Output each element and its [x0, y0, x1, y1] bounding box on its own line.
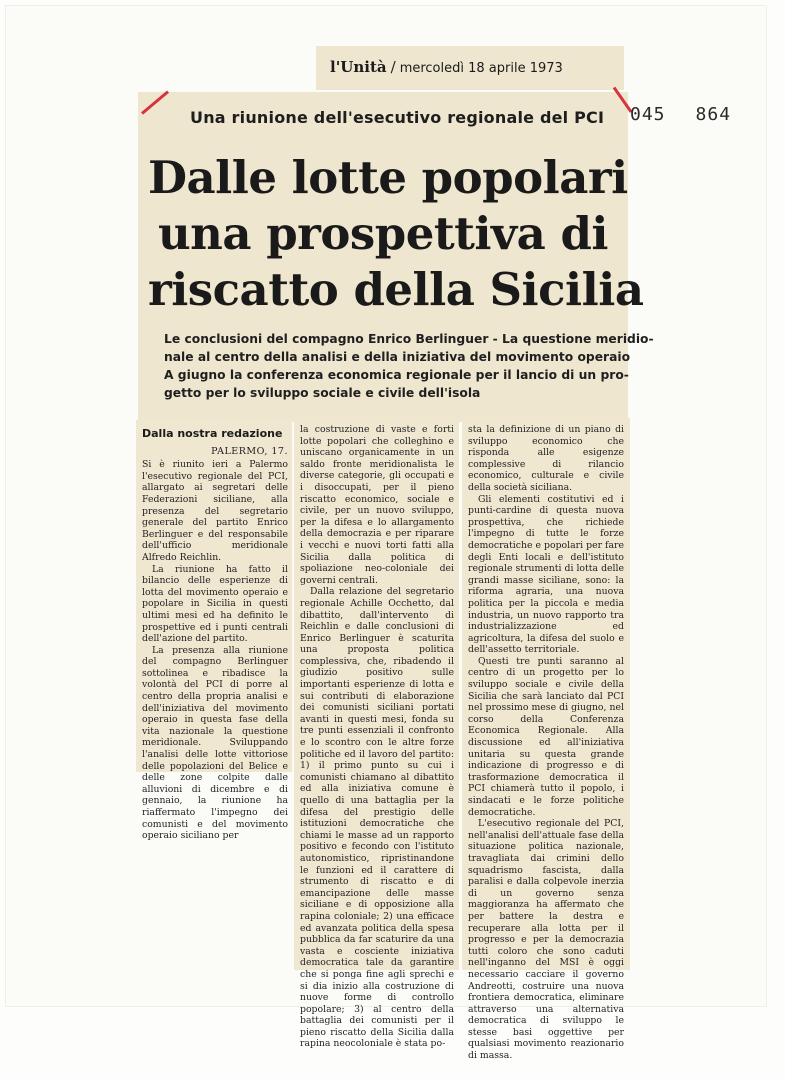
masthead-separator: / — [390, 58, 396, 76]
headline-line: Dalle lotte popolari — [148, 151, 628, 204]
body-paragraph: La riunione ha fatto il bilancio delle esperienze di lotta del movimento operaio e popolare in Sicilia in questi ultimi mesi ed ha definito le prospettive ed i punti centrali dell'azione del partito. — [142, 563, 288, 645]
subhead-line: Le conclusioni del compagno Enrico Berlinguer - La questione meridio- — [164, 332, 654, 346]
body-paragraph: Si è riunito ieri a Palermo l'esecutivo regionale del PCI, allargato ai segretari delle Federazioni siciliane, alla presenza del segretario generale del partito Enrico Berlinguer e del responsabile dell'ufficio meridionale Alfredo Reichlin. — [142, 459, 288, 563]
article-column-2 — [300, 424, 454, 1050]
subhead-line: nale al centro della analisi e della iniziativa del movimento operaio — [164, 350, 631, 364]
subheadline — [164, 330, 654, 402]
archive-number-right: 864 — [695, 104, 732, 125]
masthead — [330, 58, 620, 76]
article-kicker: Una riunione dell'esecutivo regionale del PCI — [190, 108, 605, 127]
archive-number-left: 045 — [630, 104, 666, 125]
article-column-1 — [142, 428, 288, 842]
body-paragraph: Questi tre punti saranno al centro di un progetto per lo sviluppo sociale e civile della Sicilia che sarà lanciato dal PCI nel prossimo mese di giugno, nel corso della Conferenza Economica Regionale. Alla discussione ed all'iniziativa unitaria su questa grande indicazione di progresso e di trasformazione democratica il PCI chiamerà tutto il popolo, i sindacati e le forze politiche democratiche. — [468, 655, 624, 818]
subhead-line: getto per lo sviluppo sociale e civile dell'isola — [164, 386, 481, 400]
byline: Dalla nostra redazione — [142, 427, 283, 440]
headline-line: una prospettiva di — [157, 207, 609, 260]
article-column-3 — [468, 424, 624, 1062]
subhead-line: A giugno la conferenza economica regionale per il lancio di un pro- — [164, 368, 629, 382]
headline — [148, 150, 644, 318]
dateline: PALERMO, 17. — [211, 445, 288, 457]
newspaper-name: l'Unità — [330, 58, 387, 76]
body-paragraph: Dalla relazione del segretario regionale Achille Occhetto, dal dibattito, dall'intervento di Reichlin e dalle conclusioni di Enrico Berlinguer è scaturita una proposta politica complessiva, che, ribadendo il giudizio positivo sulle importanti esperienze di lotta e sui contributi di elaborazione dei comunisti siciliani portati avanti in questi mesi, fonda su tre punti essenziali il confronto e lo scontro con le altre forze politiche ed il lavoro del partito: 1) il primo punto su cui i comunisti chiamano al dibattito ed alla iniziativa comune è quello di una battaglia per la difesa del prestigio delle istituzioni democratiche che chiami le masse ad un rapporto positivo e fecondo con l'istituto autonomistico, ripristinandone le funzioni ed il carattere di strumento di riscatto e di emancipazione delle masse siciliane e di opposizione alla rapina coloniale; 2) una efficace ed avanzata politica della spesa pubblica da far scaturire da una vasta e cosciente iniziativa democratica tale da garantire che si ponga fine agli sprechi e si dia inizio alla costruzione di nuove forme di controllo popolare; 3) al centro della battaglia dei comunisti per il pieno riscatto della Sicilia dalla rapina neocoloniale è stata po- — [300, 586, 454, 1050]
body-paragraph: Gli elementi costitutivi ed i punti-cardine di questa nuova prospettiva, che richiede l'impegno di tutte le forze democratiche e popolari per fare degli Enti locali e dell'istituto regionale strumenti di lotta delle grandi masse siciliane, sono: la riforma agraria, una nuova politica per la piccola e media industria, un nuovo rapporto tra industrializzazione ed agricoltura, la difesa del suolo e dell'assetto territoriale. — [468, 493, 624, 656]
publication-date: mercoledì 18 aprile 1973 — [399, 61, 563, 76]
headline-line: riscatto della Sicilia — [148, 263, 644, 316]
body-paragraph: la costruzione di vaste e forti lotte popolari che colleghino e uniscano organicamente in un saldo fronte meridionalista le diverse categorie, gli occupati e i disoccupati, per il pieno riscatto economico, sociale e civile, per un nuovo sviluppo, per la difesa e lo allargamento della democrazia e per riparare i vecchi e nuovi torti fatti alla Sicilia dalla politica di spoliazione neo-coloniale dei governi centrali. — [300, 424, 454, 586]
body-paragraph: sta la definizione di un piano di sviluppo economico che risponda alle esigenze complessive di rilancio economico, culturale e civile della società siciliana. — [468, 424, 624, 493]
body-paragraph: La presenza alla riunione del compagno Berlinguer sottolinea e ribadisce la volontà del PCI di porre al centro della propria analisi e dell'iniziativa del movimento operaio in questa fase della vita nazionale la questione meridionale. Sviluppando l'analisi delle lotte vittoriose delle popolazioni del Belice e delle zone colpite dalle alluvioni di dicembre e di gennaio, la riunione ha riaffermato l'impegno dei comunisti e del movimento operaio siciliano per — [142, 644, 288, 842]
archive-number — [630, 104, 770, 125]
body-paragraph: L'esecutivo regionale del PCI, nell'analisi dell'attuale fase della situazione politica nazionale, travagliata dai crimini dello squadrismo fascista, dalla paralisi e dalla colpevole inerzia di un governo senza maggioranza ha affermato che per battere la destra e recuperare alla lotta per il progresso e per la democrazia tutti coloro che sono caduti nell'inganno del MSI è oggi necessario cacciare il governo Andreotti, costruire una nuova frontiera democratica, eliminare attraverso una alternativa democratica di sviluppo le stesse basi oggettive per qualsiasi movimento reazionario di massa. — [468, 818, 624, 1062]
